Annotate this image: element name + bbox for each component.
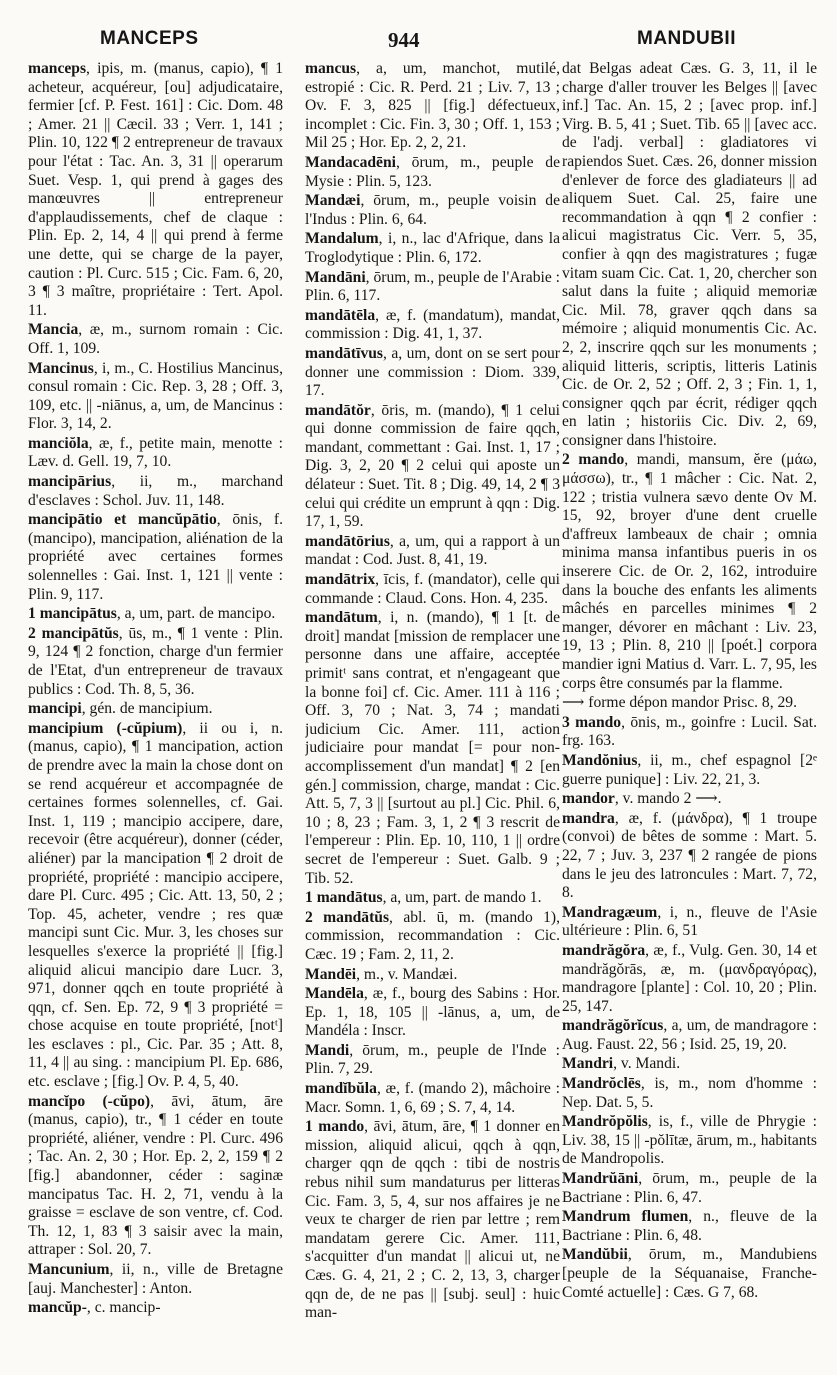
dictionary-entry: mandra, æ, f. (μάνδρα), ¶ 1 troupe (convoi) de bêtes de somme : Mart. 5. 22, 7 ; Juv. 3, 237 ¶ 2 rangée de pions dans le jeu des latroncules : Mart. 7, 72, 8.: [562, 809, 817, 902]
dictionary-entry: ⟶ forme dépon mandor Prisc. 8, 29.: [562, 694, 797, 712]
dictionary-entry: mancus, a, um, manchot, mutilé, estropié : Cic. R. Perd. 21 ; Liv. 7, 13 ; Ov. F. 3, 825 || [fig.] défectueux, incomplet : Cic. Fin. 3, 30 ; Off. 1, 153 ; Mil 25 ; Hor. Ep. 2, 2, 21.: [305, 60, 560, 152]
dictionary-entry: mandor, v. mando 2 ⟶.: [562, 790, 722, 808]
dictionary-entry: mancipi, gén. de mancipium.: [28, 700, 213, 718]
column-3: [562, 60, 817, 1365]
header-left-guideword: MANCEPS: [100, 28, 199, 49]
dictionary-entry: mandātum, i, n. (mando), ¶ 1 [t. de droit] mandat [mission de remplacer une personne dans une affaire, acceptée primitᵗ sans contrat, et n'engageant que la bonne foi] cf. Cic. Amer. 111 à 116 ; Off. 3, 70 ; Nat. 3, 74 ; mandati judicium Cic. Amer. 111, action judiciaire pour mandat [= pour non-accomplissement d'un mandat] ¶ 2 [en gén.] commission, charge, mandat : Cic. Att. 5, 7, 3 || [surtout au pl.] Cic. Phil. 6, 10 ; 8, 23 ; Fam. 3, 1, 2 ¶ 3 rescrit de l'empereur : Plin. Ep. 10, 110, 1 || ordre secret de l'empereur : Suet. Galb. 9 ; Tib. 52.: [305, 609, 560, 887]
dictionary-entry: Mancunium, ii, n., ville de Bretagne [auj. Manchester] : Anton.: [28, 1261, 283, 1297]
column-2: [305, 60, 560, 1365]
dictionary-entry: mandrăgŏra, æ, f., Vulg. Gen. 30, 14 et mandrăgŏrās, æ, m. (μανδραγόρας), mandragore [plante] : Col. 10, 20 ; Plin. 25, 147.: [562, 941, 817, 1015]
dictionary-entry: Mandēla, æ, f., bourg des Sabins : Hor. Ep. 1, 18, 105 || -lānus, a, um, de Mandéla : Inscr.: [305, 985, 560, 1040]
dictionary-entry: Mandri, v. Mandi.: [562, 1055, 681, 1073]
dictionary-entry: Mandæi, ōrum, m., peuple voisin de l'Indus : Plin. 6, 64.: [305, 192, 560, 228]
dictionary-entry: mandātŏr, ōris, m. (mando), ¶ 1 celui qui donne commission de faire qqch, mandant, commettant : Gai. Inst. 1, 17 ; Dig. 3, 2, 20 ¶ 2 celui qui aposte un délateur : Suet. Tit. 8 ; Dig. 49, 14, 2 ¶ 3 celui qui crédite un emprunt à qqn : Dig. 17, 1, 59.: [305, 401, 560, 531]
dictionary-entry: 2 mando, mandi, mansum, ĕre (μάω, μάσσω), tr., ¶ 1 mâcher : Cic. Nat. 2, 122 ; tristia vulnera sævo dente Ov M. 15, 92, broyer d'une dent cruelle d'affreux lambeaux de chair ; omnia minima mansa infantibus pueris in os inserere Cic. de Or. 2, 162, introduire dans la bouche des enfants les aliments mâchés en parcelles minimes ¶ 2 manger, dévorer en mâchant : Liv. 23, 19, 13 ; Plin. 8, 210 || [poét.] corpora mandier igni Matius d. Varr. L. 7, 95, les corps être consumés par la flamme.: [562, 451, 817, 692]
dictionary-entry: Mandŏnius, ii, m., chef espagnol [2ᵉ guerre punique] : Liv. 22, 21, 3.: [562, 751, 817, 788]
dictionary-entry: mandātēla, æ, f. (mandatum), mandat, commission : Dig. 41, 1, 37.: [305, 306, 560, 343]
dictionary-entry: manceps, ipis, m. (manus, capio), ¶ 1 acheteur, acquéreur, [ou] adjudicataire, fermier [cf. P. Fest. 161] : Cic. Dom. 48 ; Amer. 21 || Cæcil. 33 ; Verr. 1, 141 ; Plin. 10, 122 ¶ 2 entrepreneur de travaux pour l'état : Tac. An. 3, 31 || operarum Suet. Vesp. 1, qui prend à gages des manœuvres || entrepreneur d'applaudissements, chef de claque : Plin. Ep. 2, 14, 4 || qui prend à ferme une dette, qui se charge de la payer, caution : Pl. Curc. 515 ; Cic. Fam. 6, 20, 3 ¶ 3 maître, propriétaire : Tert. Apol. 11.: [28, 60, 283, 319]
dictionary-entry: Mandŭbii, ōrum, m., Mandubiens [peuple de la Séquanaise, Franche-Comté actuelle] : Cæs. G 7, 68.: [562, 1246, 817, 1301]
dictionary-entry: Mandrŏpŏlis, is, f., ville de Phrygie : Liv. 38, 15 || -pŏlītæ, ārum, m., habitants de Mandropolis.: [562, 1113, 817, 1168]
dictionary-entry: 1 mando, āvi, ātum, āre, ¶ 1 donner en mission, aliquid alicui, qqch à qqn, charger qqn de qqch : tibi de nostris rebus nihil sum mandaturus per litteras Cic. Fam. 3, 5, 4, sur nos affaires je ne veux te charger de rien par lettre ; rem mandatam gerere Cic. Amer. 111, s'acquitter d'un mandat || alicui ut, ne Cæs. G. 4, 21, 2 ; C. 2, 13, 3, charger qqn de, de ne pas || [subj. seul] : huic man-: [305, 1118, 560, 1322]
dictionary-entry: mancipātio et mancŭpātio, ōnis, f. (mancipo), mancipation, aliénation de la propriété avec certaines formes solennelles : Gai. Inst. 1, 121 || vente : Plin. 9, 117.: [28, 511, 283, 603]
dictionary-entry: Mandacadēni, ōrum, m., peuple de Mysie : Plin. 5, 123.: [305, 153, 560, 190]
dictionary-entry: manciŏla, æ, f., petite main, menotte : Læv. d. Gell. 19, 7, 10.: [28, 434, 283, 471]
dictionary-entry: mancipārius, ii, m., marchand d'esclaves : Schol. Juv. 11, 148.: [28, 473, 283, 509]
dictionary-entry: mandrăgŏrĭcus, a, um, de mandragore : Aug. Faust. 22, 56 ; Isid. 25, 19, 20.: [562, 1017, 817, 1053]
dictionary-entry: 1 mandātus, a, um, part. de mando 1.: [305, 889, 542, 907]
dictionary-entry: Mandragæum, i, n., fleuve de l'Asie ultérieure : Plin. 6, 51: [562, 903, 817, 940]
dictionary-entry: mandātōrius, a, um, qui a rapport à un mandat : Cod. Just. 8, 41, 19.: [305, 532, 560, 569]
dictionary-entry: Mandēi, m., v. Mandæi.: [305, 965, 458, 983]
dictionary-entry: Mandrum flumen, n., fleuve de la Bactriane : Plin. 6, 48.: [562, 1208, 817, 1244]
header-right-guideword: MANDUBII: [637, 28, 736, 49]
column-1: [28, 60, 283, 1365]
page-number: 944: [388, 28, 420, 52]
dictionary-entry: 3 mando, ōnis, m., goinfre : Lucil. Sat. frg. 163.: [562, 713, 817, 750]
dictionary-entry: Mandrŭāni, ōrum, m., peuple de la Bactriane : Plin. 6, 47.: [562, 1170, 817, 1206]
dictionary-entry: Mandāni, ōrum, m., peuple de l'Arabie : Plin. 6, 117.: [305, 268, 560, 305]
dictionary-entry: mandātrix, īcis, f. (mandator), celle qui commande : Claud. Cons. Hon. 4, 235.: [305, 571, 560, 607]
dictionary-entry: mancŭp-, c. mancip-: [28, 1299, 161, 1317]
dictionary-entry: Mandalum, i, n., lac d'Afrique, dans la Troglodytique : Plin. 6, 172.: [305, 230, 560, 266]
dictionary-entry: mandātīvus, a, um, dont on se sert pour donner une commission : Diom. 339, 17.: [305, 344, 560, 400]
dictionary-entry: dat Belgas adeat Cæs. G. 3, 11, il le charge d'aller trouver les Belges || [avec inf.] Tac. An. 15, 2 ; [avec prop. inf.] Virg. B. 5, 41 ; Suet. Tib. 65 || [avec acc. de l'adj. verbal] : gladiatores vi rapiendos Suet. Cæs. 26, donner mission d'enlever de force des gladiateurs || ad aliquem Suet. Cal. 25, faire une recommandation à qqn ¶ 2 confier : alicui magistratus Cic. Verr. 5, 35, confier à qqn des magistratures ; fugæ vitam suam Cic. Cat. 1, 20, chercher son salut dans la fuite ; aliquid memoriæ Cic. Mil. 78, graver qqch dans sa mémoire ; aliquid monumentis Cic. Ac. 2, 2, inscrire qqch sur les monuments ; aliquid litteris, scriptis, litteris Latinis Cic. de Or. 2, 52 ; Off. 2, 3 ; Fin. 1, 1, consigner qqch par écrit, rédiger qqch en latin ; historiis Cic. Div. 2, 69, consigner dans l'histoire.: [562, 60, 817, 449]
dictionary-entry: 2 mandātŭs, abl. ū, m. (mando 1), commission, recommandation : Cic. Cæc. 19 ; Fam. 2, 11, 2.: [305, 908, 560, 963]
dictionary-entry: 2 mancipātŭs, ūs, m., ¶ 1 vente : Plin. 9, 124 ¶ 2 fonction, charge d'un fermier de l'Etat, d'un entrepreneur de travaux publics : Cod. Th. 8, 5, 36.: [28, 624, 283, 698]
dictionary-entry: mandĭbŭla, æ, f. (mando 2), mâchoire : Macr. Somn. 1, 6, 69 ; S. 7, 4, 14.: [305, 1080, 560, 1116]
page-header: [0, 18, 837, 58]
dictionary-entry: Mancia, æ, m., surnom romain : Cic. Off. 1, 109.: [28, 321, 283, 357]
dictionary-entry: mancipium (-cŭpium), ii ou i, n. (manus, capio), ¶ 1 mancipation, action de prendre avec la main la chose dont on se rend acquéreur et accompagnée de certaines formes solennelles, cf. Gai. Inst. 1, 119 ; mancipio accipere, dare, recevoir (être acquéreur), donner (céder, aliéner) par la mancipation ¶ 2 droit de propriété, propriété : mancipio accipere, dare Pl. Curc. 495 ; Cic. Att. 13, 50, 2 ; Top. 45, acheter, vendre ; res quæ mancipi sunt Cic. Mur. 3, les choses sur lesquelles s'exerce la propriété || [fig.] aliquid alicui mancipio dare Lucr. 3, 971, donner qqch en toute propriété à qqn, cf. Sen. Ep. 72, 9 ¶ 3 propriété = chose acquise en toute propriété, [notᵗ] les esclaves : pl., Cic. Par. 35 ; Att. 8, 11, 4 || au sing. : mancipium Pl. Ep. 686, etc. esclave ; [fig.] Ov. P. 4, 5, 40.: [28, 719, 283, 1091]
dictionary-entry: 1 mancipātus, a, um, part. de mancipo.: [28, 605, 276, 623]
dictionary-entry: Mancinus, i, m., C. Hostilius Mancinus, consul romain : Cic. Rep. 3, 28 ; Off. 3, 109, etc. || -niānus, a, um, de Mancinus : Flor. 3, 14, 2.: [28, 359, 283, 433]
dictionary-entry: Mandi, ōrum, m., peuple de l'Inde : Plin. 7, 29.: [305, 1041, 560, 1078]
dictionary-entry: Mandrŏclēs, is, m., nom d'homme : Nep. Dat. 5, 5.: [562, 1075, 817, 1111]
dictionary-entry: mancĭpo (-cŭpo), āvi, ātum, āre (manus, capio), tr., ¶ 1 céder en toute propriété, aliéner, vendre : Pl. Curc. 496 ; Tac. An. 2, 30 ; Hor. Ep. 2, 2, 159 ¶ 2 [fig.] abandonner, céder : saginæ mancipatus Tac. H. 2, 71, vendu à la graisse = esclave de son ventre, cf. Cod. Th. 12, 1, 83 ¶ 3 saisir avec la main, attraper : Sol. 20, 7.: [28, 1092, 283, 1259]
